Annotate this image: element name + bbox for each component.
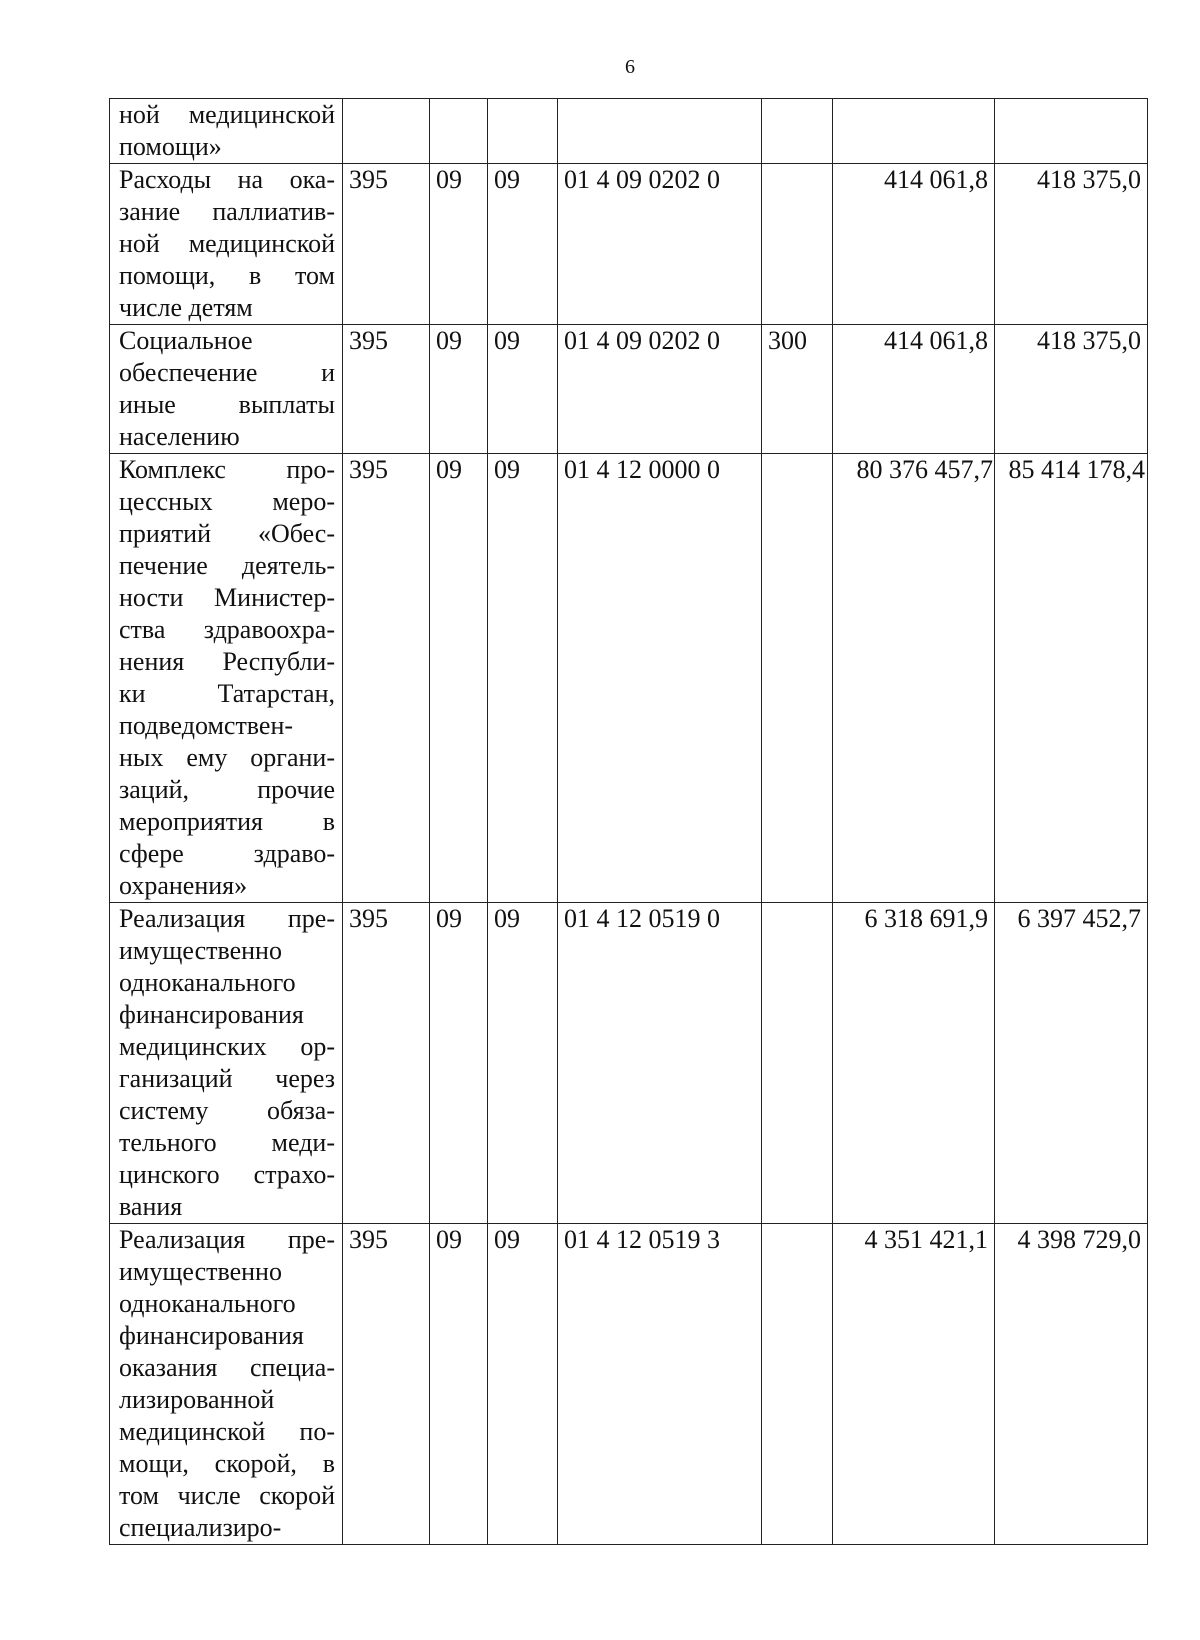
description-line: мероприятия в bbox=[119, 807, 335, 836]
cell-ved: 395 bbox=[343, 325, 430, 454]
cell-sum-2: 4 398 729,0 bbox=[995, 1224, 1148, 1545]
description-line: Реализация пре- bbox=[119, 904, 335, 933]
cell-csr: 01 4 12 0000 0 bbox=[558, 454, 762, 903]
description-line: специализиро- bbox=[119, 1513, 282, 1542]
description-line: обеспечение и bbox=[119, 358, 335, 387]
cell-pr: 09 bbox=[488, 164, 558, 325]
description-line: населению bbox=[119, 422, 240, 451]
cell-csr: 01 4 12 0519 3 bbox=[558, 1224, 762, 1545]
cell-sum-2 bbox=[995, 99, 1148, 164]
cell-sum-1: 414 061,8 bbox=[833, 325, 995, 454]
description-line: имущественно bbox=[119, 936, 282, 965]
cell-sum-1: 4 351 421,1 bbox=[833, 1224, 995, 1545]
table-body bbox=[110, 99, 1148, 1545]
description-line: ных ему органи- bbox=[119, 743, 335, 772]
cell-csr bbox=[558, 99, 762, 164]
cell-sum-2: 418 375,0 bbox=[995, 325, 1148, 454]
cell-sum-2: 6 397 452,7 bbox=[995, 903, 1148, 1224]
description-line: Социальное bbox=[119, 326, 253, 355]
table-row bbox=[110, 454, 1148, 903]
cell-pr: 09 bbox=[488, 325, 558, 454]
cell-vr: 300 bbox=[762, 325, 833, 454]
cell-rz: 09 bbox=[430, 325, 488, 454]
cell-sum-1 bbox=[833, 99, 995, 164]
cell-sum-1: 414 061,8 bbox=[833, 164, 995, 325]
description-line: финансирования bbox=[119, 1000, 304, 1029]
description-line: помощи, в том bbox=[119, 261, 335, 290]
description-line: заций, прочие bbox=[119, 775, 335, 804]
page-number: 6 bbox=[625, 56, 635, 78]
cell-ved: 395 bbox=[343, 164, 430, 325]
table-row bbox=[110, 903, 1148, 1224]
description-line: мощи, скорой, в bbox=[119, 1449, 335, 1478]
description-line: систему обяза- bbox=[119, 1096, 335, 1125]
description-line: тельного меди- bbox=[119, 1128, 335, 1157]
description-line: цессных меро- bbox=[119, 487, 335, 516]
cell-sum-1: 6 318 691,9 bbox=[833, 903, 995, 1224]
cell-rz: 09 bbox=[430, 164, 488, 325]
cell-description bbox=[110, 1224, 343, 1545]
table-row bbox=[110, 99, 1148, 164]
description-line: медицинской по- bbox=[119, 1417, 335, 1446]
cell-sum-1: 80 376 457,7 bbox=[833, 454, 995, 903]
description-line: приятий «Обес- bbox=[119, 519, 335, 548]
cell-description bbox=[110, 454, 343, 903]
description-line: ной медицинской bbox=[119, 100, 335, 129]
description-line: финансирования bbox=[119, 1321, 304, 1350]
description-line: вания bbox=[119, 1192, 183, 1221]
description-line: том числе скорой bbox=[119, 1481, 335, 1510]
description-line: печение деятель- bbox=[119, 551, 335, 580]
table-row bbox=[110, 1224, 1148, 1545]
cell-rz bbox=[430, 99, 488, 164]
cell-description bbox=[110, 325, 343, 454]
description-line: ганизаций через bbox=[119, 1064, 335, 1093]
description-line: ной медицинской bbox=[119, 229, 335, 258]
description-line: цинского страхо- bbox=[119, 1160, 335, 1189]
cell-csr: 01 4 09 0202 0 bbox=[558, 164, 762, 325]
cell-vr bbox=[762, 164, 833, 325]
cell-csr: 01 4 12 0519 0 bbox=[558, 903, 762, 1224]
description-line: нения Республи- bbox=[119, 647, 335, 676]
cell-csr: 01 4 09 0202 0 bbox=[558, 325, 762, 454]
description-line: лизированной bbox=[119, 1385, 275, 1414]
description-line: подведомствен- bbox=[119, 711, 294, 740]
cell-ved: 395 bbox=[343, 903, 430, 1224]
cell-description bbox=[110, 164, 343, 325]
cell-pr: 09 bbox=[488, 454, 558, 903]
cell-ved: 395 bbox=[343, 454, 430, 903]
description-line: ности Министер- bbox=[119, 583, 335, 612]
cell-vr bbox=[762, 903, 833, 1224]
cell-rz: 09 bbox=[430, 454, 488, 903]
description-line: иные выплаты bbox=[119, 390, 335, 419]
description-line: Реализация пре- bbox=[119, 1225, 335, 1254]
cell-sum-2: 85 414 178,4 bbox=[995, 454, 1148, 903]
description-line: имущественно bbox=[119, 1257, 282, 1286]
description-line: помощи» bbox=[119, 132, 222, 161]
cell-pr: 09 bbox=[488, 1224, 558, 1545]
table-row bbox=[110, 325, 1148, 454]
cell-ved: 395 bbox=[343, 1224, 430, 1545]
cell-rz: 09 bbox=[430, 1224, 488, 1545]
cell-vr bbox=[762, 454, 833, 903]
cell-ved bbox=[343, 99, 430, 164]
cell-sum-2: 418 375,0 bbox=[995, 164, 1148, 325]
description-line: одноканального bbox=[119, 1289, 296, 1318]
description-line: ки Татарстан, bbox=[119, 679, 335, 708]
budget-table bbox=[109, 98, 1148, 1545]
cell-pr bbox=[488, 99, 558, 164]
description-line: зание паллиатив- bbox=[119, 197, 335, 226]
description-line: Расходы на ока- bbox=[119, 165, 335, 194]
cell-vr bbox=[762, 1224, 833, 1545]
description-line: одноканального bbox=[119, 968, 296, 997]
description-line: ства здравоохра- bbox=[119, 615, 335, 644]
cell-description bbox=[110, 903, 343, 1224]
description-line: оказания специа- bbox=[119, 1353, 335, 1382]
cell-rz: 09 bbox=[430, 903, 488, 1224]
description-line: медицинских ор- bbox=[119, 1032, 335, 1061]
description-line: охранения» bbox=[119, 871, 248, 900]
description-line: числе детям bbox=[119, 293, 253, 322]
description-line: сфере здраво- bbox=[119, 839, 335, 868]
cell-description bbox=[110, 99, 343, 164]
cell-pr: 09 bbox=[488, 903, 558, 1224]
table-row bbox=[110, 164, 1148, 325]
cell-vr bbox=[762, 99, 833, 164]
description-line: Комплекс про- bbox=[119, 455, 335, 484]
